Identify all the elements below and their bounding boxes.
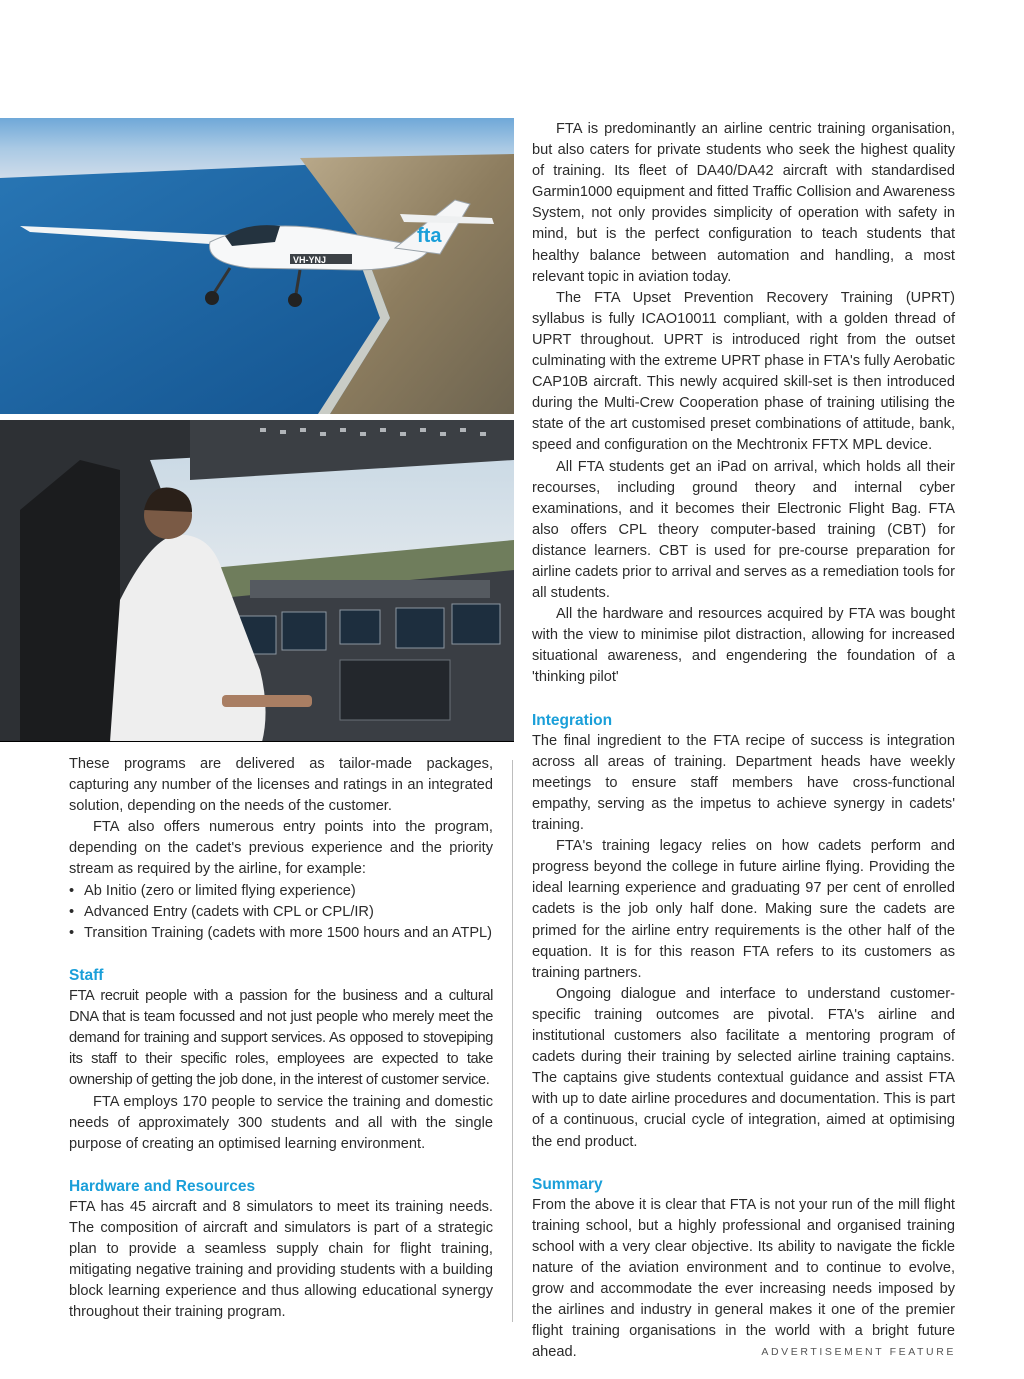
- cockpit-photo: [0, 420, 514, 742]
- aircraft-registration: VH-YNJ: [293, 255, 327, 265]
- summary-heading: Summary: [532, 1175, 603, 1193]
- integration-paragraph-1: The final ingredient to the FTA recipe of success is integration across all areas of training. Department heads have weekly meetings to ensure staff members have cross-functional empathy, serving as the impetus to achieve synergy in cadets' training.: [532, 732, 955, 834]
- summary-paragraph: From the above it is clear that FTA is not your run of the mill flight training school, but a highly professional and organised training school with a very clear objective. Its ability to navigate the fickle nature of the aviation environment and to continue to evolve, grow and accommodate the ever increasing needs imposed by the airlines and industry in general makes it one of the premier flight training organisations in the world with a bright future ahead.: [532, 1196, 955, 1361]
- right-column: [532, 119, 955, 1364]
- intro-paragraph-2: FTA also offers numerous entry points into the program, depending on the cadet's previous experience and the priority stream as required by the airline, for example:: [69, 819, 493, 878]
- aircraft-photo: [0, 118, 514, 414]
- hardware-paragraph-1: FTA has 45 aircraft and 8 simulators to meet its training needs. The composition of aircraft and simulators is part of a strategic plan to provide a seamless supply chain for flight training, mitigating negative training and providing students with a building block learning experience and thus allowing educational synergy throughout their training program.: [69, 1198, 493, 1321]
- staff-paragraph-1: FTA recruit people with a passion for the business and a cultural DNA that is team focussed and not just people who merely meet the demand for training and support services. As opposed to stovepiping its staff to their specific roles, employees are expected to take ownership of getting the job done, in the interest of customer service.: [69, 988, 493, 1089]
- integration-paragraph-3: Ongoing dialogue and interface to understand customer-specific training outcomes are pivotal. FTA's airline and institutional customers also facilitate a mentoring program of cadets during their training by selected airline training captains. The captains give students contextual guidance and assist FTA with up to date airline procedures and documentation. This is part of a continuous, crucial cycle of integration, aimed at optimising the end product.: [532, 985, 955, 1150]
- hardware-acquisition-paragraph: All the hardware and resources acquired by FTA was bought with the view to minimise pilot distraction, allowing for increased situational awareness, and engendering the foundation of a 'thinking pilot': [532, 606, 955, 686]
- list-item: • Ab Initio (zero or limited flying experience): [69, 882, 356, 899]
- tail-logo: fta: [417, 225, 442, 247]
- intro-paragraph-1: These programs are delivered as tailor-made packages, capturing any number of the licenses and ratings in an integrated solution, depending on the needs of the customer.: [69, 756, 493, 815]
- hardware-heading: Hardware and Resources: [69, 1177, 256, 1195]
- list-item: • Transition Training (cadets with more 1500 hours and an ATPL): [69, 924, 493, 941]
- uprt-paragraph: The FTA Upset Prevention Recovery Training (UPRT) syllabus is fully ICAO10011 compliant, with a golden thread of UPRT throughout. UPRT is introduced right from the outset culminating with the extreme UPRT phase in FTA's fully Aerobatic CAP10B aircraft. This newly acquired skill-set is then introduced during the Multi-Crew Cooperation phase of training utilising the state of the art customised preset combinations of attitude, bank, speed and configuration on the Mechtronix FFTX MPL device.: [532, 289, 955, 454]
- fleet-paragraph: FTA is predominantly an airline centric training organisation, but also caters for private students who seek the highest quality of training. Its fleet of DA40/DA42 aircraft with standardised Garmin1000 equipment and fitted Traffic Collision and Awareness System, not only provides simplicity of operation with safety in mind, but is the perfect configuration to teach students that healthy balance between automation and handling, a most relevant topic in aviation today.: [532, 121, 955, 285]
- integration-heading: Integration: [532, 711, 613, 729]
- entry-points-list: [69, 881, 493, 944]
- staff-paragraph-2: FTA employs 170 people to service the training and domestic needs of approximately 300 students and all with the single purpose of creating an optimised learning environment.: [69, 1093, 493, 1152]
- list-item: • Advanced Entry (cadets with CPL or CPL/IR): [69, 903, 374, 920]
- left-column: [69, 754, 493, 1324]
- staff-heading: Staff: [69, 966, 104, 984]
- advertisement-feature-label: ADVERTISEMENT FEATURE: [761, 1346, 956, 1358]
- integration-paragraph-2: FTA's training legacy relies on how cadets perform and progress beyond the college in future airline flying. Providing the ideal learning experience and graduating 97 per cent of enrolled cadets is the job only half done. Making sure the cadets are primed for the airline entry requirements is the other half of the equation. It is for this reason FTA refers to its customers as training partners.: [532, 838, 955, 981]
- ipad-paragraph: All FTA students get an iPad on arrival, which holds all their recourses, including ground theory and internal cyber examinations, and it becomes their Electronic Flight Bag. FTA also offers CPL theory computer-based training (CBT) for distance learners. CBT is used for pre-course preparation for airline cadets prior to arrival and serves as a remediation tools for all students.: [532, 458, 955, 602]
- column-divider: [512, 760, 513, 1322]
